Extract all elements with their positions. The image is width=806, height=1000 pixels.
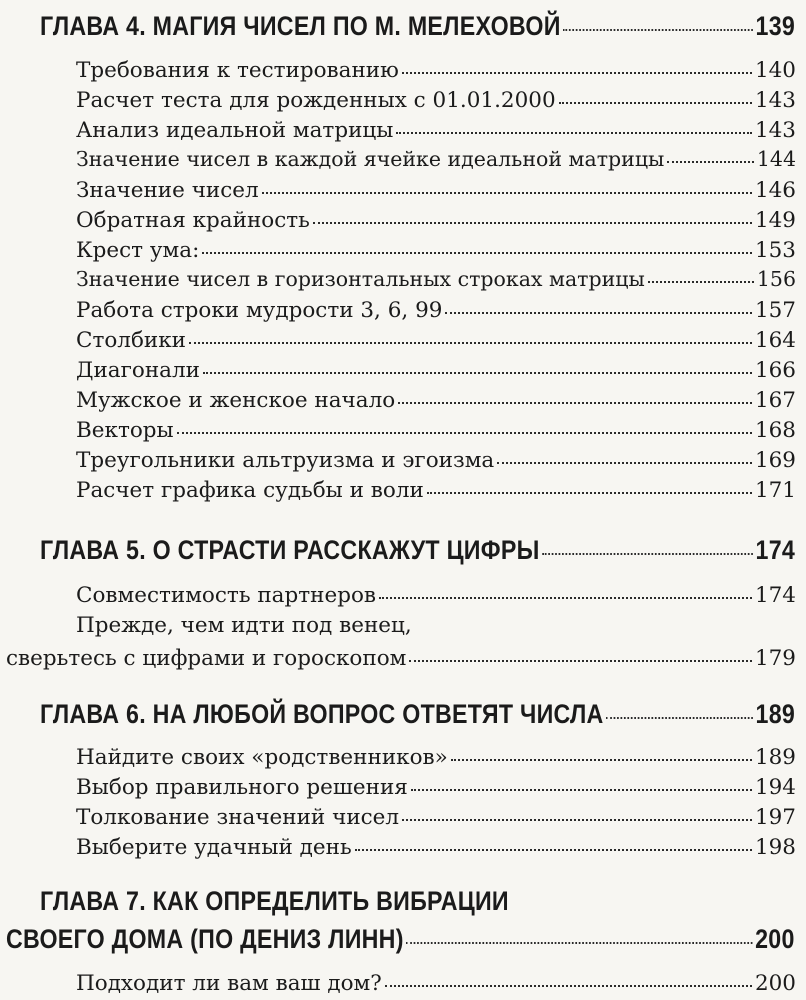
leader-dots — [667, 145, 754, 166]
toc-entry — [76, 55, 796, 83]
entry-title: Треугольники альтруизма и эгоизма — [76, 447, 495, 473]
entry-title: сверьтесь с цифрами и гороскопом — [6, 645, 407, 671]
entry-title: Диагонали — [76, 357, 200, 383]
page-number: 197 — [754, 804, 796, 830]
page-number: 179 — [754, 645, 796, 671]
entry-title: Совместимость партнеров — [76, 582, 377, 608]
entry-title: Расчет графика судьбы и воли — [76, 477, 424, 503]
leader-dots — [606, 696, 753, 723]
leader-dots — [203, 355, 752, 377]
entry-title: Подходит ли вам ваш дом? — [76, 970, 382, 996]
toc-entry — [76, 415, 796, 443]
entry-title: Мужское и женское начало — [76, 387, 396, 413]
entry-title: Крест ума: — [76, 237, 200, 263]
leader-dots — [497, 445, 752, 467]
toc-entry — [76, 145, 796, 171]
chapter-7-heading-line1: ГЛАВА 7. КАК ОПРЕДЕЛИТЬ ВИБРАЦИИ — [40, 886, 509, 916]
page-number: 166 — [754, 357, 796, 383]
toc-entry — [76, 580, 796, 608]
leader-dots — [313, 205, 752, 227]
toc-entry — [76, 475, 796, 503]
leader-dots — [385, 968, 752, 990]
entry-title: Расчет теста для рожденных с 01.01.2000 — [76, 87, 556, 113]
leader-dots — [427, 475, 752, 497]
entry-title: Выберите удачный день — [76, 834, 352, 860]
entry-title: Найдите своих «родственников» — [76, 744, 448, 770]
toc-entry — [76, 85, 796, 113]
entry-title: Значение чисел — [76, 177, 259, 203]
leader-dots — [402, 802, 752, 824]
entry-title: Толкование значений чисел — [76, 804, 400, 830]
toc-entry — [76, 325, 796, 353]
page-number: 169 — [754, 447, 796, 473]
page-number: 200 — [754, 970, 796, 996]
page-number: 189 — [755, 699, 796, 729]
page-number: 200 — [755, 924, 795, 954]
page-number: 171 — [754, 477, 796, 503]
toc-entry — [76, 235, 796, 263]
entry-title: Выбор правильного решения — [76, 774, 408, 800]
toc-entry — [76, 968, 796, 996]
leader-dots — [262, 175, 752, 197]
page-number: 143 — [754, 117, 796, 143]
page-number: 156 — [756, 266, 796, 291]
page-number: 167 — [754, 387, 796, 413]
entry-title: Столбики — [76, 327, 186, 353]
chapter-6-heading — [40, 696, 795, 730]
toc-entry — [76, 832, 796, 860]
toc-entry — [76, 205, 796, 233]
page-number: 143 — [754, 87, 796, 113]
page-number: 164 — [754, 327, 796, 353]
page-number: 140 — [754, 57, 796, 83]
page-number: 194 — [754, 774, 796, 800]
toc-entry — [76, 802, 796, 830]
entry-title: Значение чисел в каждой ячейке идеальной матрицы — [76, 146, 665, 171]
page-number: 198 — [754, 834, 796, 860]
page-number: 189 — [754, 744, 796, 770]
leader-dots — [398, 385, 752, 407]
chapter-title: ГЛАВА 4. МАГИЯ ЧИСЕЛ ПО М. МЕЛЕХОВОЙ — [40, 11, 561, 41]
entry-title: Обратная крайность — [76, 207, 310, 233]
leader-dots — [379, 580, 752, 602]
toc-entry — [76, 385, 796, 413]
entry-title: Анализ идеальной матрицы — [76, 117, 394, 143]
entry-title: Векторы — [76, 417, 174, 443]
leader-dots — [648, 265, 754, 286]
chapter-title: ГЛАВА 6. НА ЛЮБОЙ ВОПРОС ОТВЕТЯТ ЧИСЛА — [40, 699, 604, 729]
leader-dots — [202, 235, 752, 257]
toc-entry — [76, 742, 796, 770]
toc-entry-line: Прежде, чем идти под венец, — [76, 613, 412, 638]
page-number: 153 — [754, 237, 796, 263]
leader-dots — [409, 643, 752, 665]
page-number: 174 — [754, 582, 796, 608]
leader-dots — [406, 921, 752, 948]
toc-entry — [76, 175, 796, 203]
page-number: 139 — [755, 11, 796, 41]
leader-dots — [355, 832, 752, 854]
entry-title: Требования к тестированию — [76, 57, 399, 83]
chapter-title: СВОЕГО ДОМА (ПО ДЕНИЗ ЛИНН) — [6, 924, 404, 954]
leader-dots — [451, 742, 752, 764]
page-number: 157 — [754, 297, 796, 323]
toc-entry — [76, 445, 796, 473]
leader-dots — [563, 8, 753, 35]
toc-entry — [76, 772, 796, 800]
leader-dots — [411, 772, 752, 794]
page-number: 168 — [754, 417, 796, 443]
chapter-title: ГЛАВА 5. О СТРАСТИ РАССКАЖУТ ЦИФРЫ — [40, 535, 540, 565]
toc-entry — [76, 265, 796, 291]
page-number: 174 — [755, 535, 796, 565]
chapter-7-heading — [6, 921, 795, 955]
page-number: 146 — [754, 177, 796, 203]
toc-entry — [6, 643, 796, 671]
chapter-5-heading — [40, 532, 795, 566]
leader-dots — [445, 295, 752, 317]
toc-entry — [76, 355, 796, 383]
entry-title: Работа строки мудрости 3, 6, 99 — [76, 297, 443, 323]
leader-dots — [559, 85, 752, 107]
leader-dots — [189, 325, 752, 347]
toc-entry — [76, 295, 796, 323]
entry-title: Значение чисел в горизонтальных строках матрицы — [76, 266, 645, 291]
toc-entry — [76, 115, 796, 143]
chapter-4-heading — [40, 8, 795, 42]
page-number: 149 — [754, 207, 796, 233]
leader-dots — [402, 55, 752, 77]
leader-dots — [177, 415, 752, 437]
leader-dots — [542, 532, 753, 559]
leader-dots — [396, 115, 752, 137]
page-number: 144 — [756, 146, 796, 171]
